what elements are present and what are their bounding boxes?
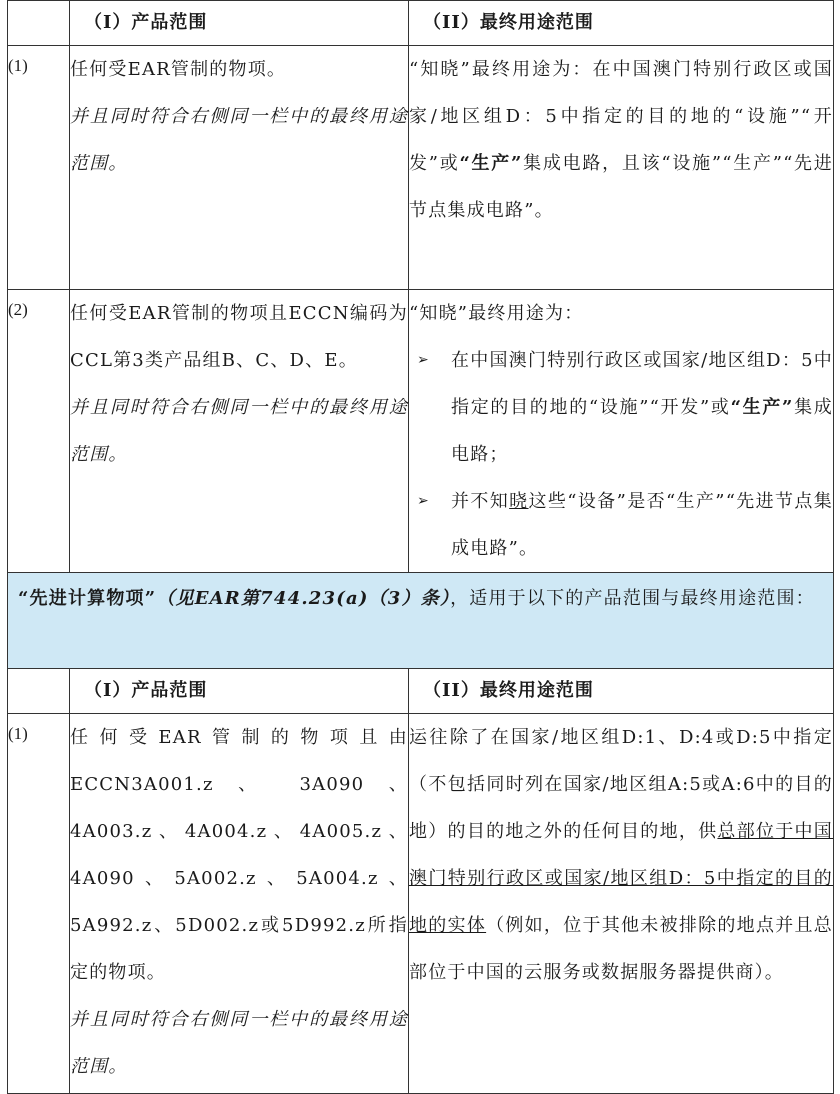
table2-header-product-scope: （I）产品范围 bbox=[70, 669, 409, 714]
product-scope-cell bbox=[70, 46, 409, 290]
table1-row-2 bbox=[8, 290, 834, 573]
bullet-text-cont: 这些“设备”是否“生产”“先进节点集成电路”。 bbox=[451, 491, 834, 559]
table2-header-end-use-scope: （II）最终用途范围 bbox=[409, 669, 834, 714]
product-scope-note: 并且同时符合右侧同一栏中的最终用途范围。 bbox=[70, 1009, 408, 1077]
row-number: (2) bbox=[8, 290, 70, 573]
bullet-bold-term: “生产” bbox=[730, 397, 794, 418]
end-use-text-cont: （例如，位于其他未被排除的地点并且总部位于中国的云服务或数据服务器提供商）。 bbox=[409, 915, 833, 983]
bullet-text: 并不知 bbox=[451, 491, 510, 512]
table1-row-1 bbox=[8, 46, 834, 290]
product-scope-note: 并且同时符合右侧同一栏中的最终用途范围。 bbox=[70, 397, 408, 465]
bullet-item-1 bbox=[409, 337, 833, 478]
table1-header-product-scope: （I）产品范围 bbox=[70, 1, 409, 46]
end-use-text: 运往除了在国家/地区组D:1、D:4或D:5中指定（不包括同时列在国家/地区组A:5或A:6中的目的地）的目的地之外的任何目的地，供 bbox=[409, 727, 833, 842]
bullet-text-cont: 集成电路； bbox=[451, 397, 833, 465]
table2-row-1 bbox=[8, 714, 834, 1094]
end-use-text: “知晓”最终用途为：在中国澳门特别行政区或国家/地区组D：5中指定的目的地的“设施”“开发”或 bbox=[409, 59, 833, 174]
banner-text: ，适用于以下的产品范围与最终用途范围： bbox=[450, 588, 815, 609]
end-use-intro: “知晓”最终用途为： bbox=[409, 303, 584, 324]
bullet-item-2 bbox=[409, 478, 833, 572]
product-scope-note: 并且同时符合右侧同一栏中的最终用途范围。 bbox=[70, 106, 408, 174]
table2-header-row bbox=[8, 669, 834, 714]
product-scope-cell bbox=[70, 714, 409, 1094]
banner-citation: （见EAR第744.23(a)（3）条） bbox=[156, 588, 451, 609]
table2-header-num bbox=[8, 669, 70, 714]
advanced-computing-banner bbox=[8, 573, 834, 669]
bullet-underlined-text: 晓 bbox=[509, 491, 529, 512]
end-use-underlined-text: 总部位于中国澳门特别行政区或国家/地区组D：5中指定的目的地的实体 bbox=[409, 821, 834, 936]
row-number: (1) bbox=[8, 714, 70, 1094]
end-use-scope-cell bbox=[409, 46, 834, 290]
end-use-scope-cell bbox=[409, 714, 834, 1094]
table1-header-num bbox=[8, 1, 70, 46]
product-scope-text: 任何受EAR管制的物项。 bbox=[70, 59, 287, 80]
advanced-computing-banner-row bbox=[8, 573, 834, 669]
product-scope-text: 任何受EAR管制的物项且ECCN编码为CCL第3类产品组B、C、D、E。 bbox=[70, 303, 408, 371]
banner-bold-term: “先进计算物项” bbox=[18, 588, 157, 609]
end-use-bold-term: “生产” bbox=[459, 153, 523, 174]
table1-header-end-use-scope: （II）最终用途范围 bbox=[409, 1, 834, 46]
bullet-text: 在中国澳门特别行政区或国家/地区组D：5中指定的目的地的“设施”“开发”或 bbox=[451, 350, 833, 418]
end-use-rules-table bbox=[7, 0, 834, 1094]
product-scope-text: 任何受EAR管制的物项且由ECCN3A001.z 、 3A090 、 4A003.z、4A004.z、4A005.z、4A090、5A002.z、5A004.z、5A992.z、5D002.z或5D992.z所指定的物项。 bbox=[70, 727, 408, 983]
product-scope-cell bbox=[70, 290, 409, 573]
end-use-scope-cell bbox=[409, 290, 834, 573]
table1-header-row bbox=[8, 1, 834, 46]
end-use-text-cont: 集成电路，且该“设施”“生产”“先进节点集成电路”。 bbox=[409, 153, 833, 221]
row-number: (1) bbox=[8, 46, 70, 290]
arrow-bullet-icon: ➢ bbox=[417, 493, 430, 509]
arrow-bullet-icon: ➢ bbox=[417, 352, 430, 368]
